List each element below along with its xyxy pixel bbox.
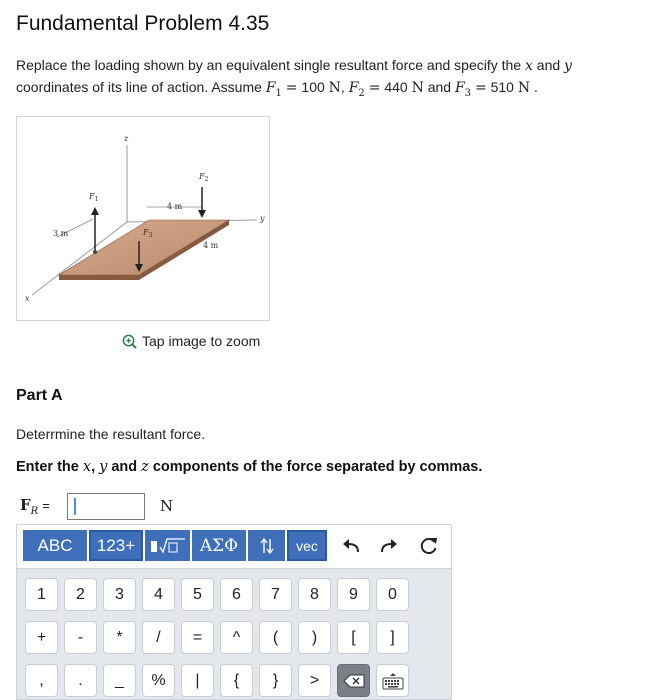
reset-button[interactable] — [417, 534, 441, 558]
tab-123[interactable]: 123+ — [89, 530, 143, 561]
up-down-arrows-icon — [259, 537, 275, 555]
key-9[interactable]: 9 — [337, 578, 370, 611]
key-percent[interactable]: % — [142, 664, 175, 697]
key-1[interactable]: 1 — [25, 578, 58, 611]
key-pipe[interactable]: | — [181, 664, 214, 697]
answer-label: $F_R$ = — [20, 496, 50, 517]
key-greater-than[interactable]: > — [298, 664, 331, 697]
f2-arrowhead — [198, 210, 206, 218]
backspace-icon — [343, 674, 365, 688]
undo-icon — [342, 538, 360, 554]
problem-statement — [16, 55, 636, 104]
tab-abc[interactable]: ABC — [23, 530, 87, 561]
text-caret — [74, 498, 76, 515]
key-divide[interactable]: / — [142, 621, 175, 654]
dim-4m-top: 4 m — [167, 202, 183, 211]
f1-arrowhead — [91, 207, 99, 215]
key-7[interactable]: 7 — [259, 578, 292, 611]
keyboard-icon — [382, 672, 404, 690]
redo-button[interactable] — [377, 534, 401, 558]
problem-figure[interactable] — [16, 116, 270, 321]
key-comma[interactable]: , — [25, 664, 58, 697]
tab-vec[interactable]: vec — [287, 530, 327, 561]
tab-greek[interactable]: AΣΦ — [192, 530, 246, 561]
math-keyboard — [16, 524, 452, 700]
f1-label: $F_1$ — [89, 192, 99, 203]
key-period[interactable]: . — [64, 664, 97, 697]
key-equals[interactable]: = — [181, 621, 214, 654]
templates-icon — [149, 536, 187, 556]
key-8[interactable]: 8 — [298, 578, 331, 611]
key-6[interactable]: 6 — [220, 578, 253, 611]
part-question: Deterrmine the resultant force. — [16, 426, 206, 442]
key-caret[interactable]: ^ — [220, 621, 253, 654]
key-open-brace[interactable]: { — [220, 664, 253, 697]
key-open-paren[interactable]: ( — [259, 621, 292, 654]
dim-4m-right: 4 m — [203, 241, 219, 250]
key-close-brace[interactable]: } — [259, 664, 292, 697]
key-multiply[interactable]: * — [103, 621, 136, 654]
key-0[interactable]: 0 — [376, 578, 409, 611]
dim-3m: 3 m — [53, 229, 69, 238]
tap-to-zoom[interactable] — [122, 333, 260, 349]
x-axis-label: x — [25, 294, 30, 303]
tab-templates[interactable] — [145, 530, 190, 561]
tab-arrows[interactable] — [248, 530, 285, 561]
part-instruction: Enter the x, y and z components of the force separated by commas. — [16, 459, 483, 475]
problem-line-1: Replace the loading shown by an equivalent single resultant force and specify the x and y — [16, 57, 572, 74]
key-underscore[interactable]: _ — [103, 664, 136, 697]
page-title: Fundamental Problem 4.35 — [16, 12, 270, 35]
key-close-paren[interactable]: ) — [298, 621, 331, 654]
key-2[interactable]: 2 — [64, 578, 97, 611]
key-minus[interactable]: - — [64, 621, 97, 654]
y-axis-label: y — [260, 214, 265, 223]
key-plus[interactable]: + — [25, 621, 58, 654]
reset-icon — [419, 536, 439, 556]
answer-input[interactable] — [67, 493, 145, 520]
f3-label: $F_3$ — [143, 228, 153, 239]
keyboard-toolbar — [17, 525, 451, 569]
keyboard-toggle-button[interactable] — [376, 664, 409, 697]
part-heading: Part A — [16, 387, 63, 404]
key-close-bracket[interactable]: ] — [376, 621, 409, 654]
zoom-label: Tap image to zoom — [142, 333, 261, 349]
key-5[interactable]: 5 — [181, 578, 214, 611]
z-axis-label: z — [124, 134, 129, 143]
zoom-in-icon — [122, 334, 137, 349]
key-3[interactable]: 3 — [103, 578, 136, 611]
key-open-bracket[interactable]: [ — [337, 621, 370, 654]
key-4[interactable]: 4 — [142, 578, 175, 611]
f2-label: $F_2$ — [199, 172, 209, 183]
answer-unit: N — [160, 497, 174, 515]
problem-line-2: coordinates of its line of action. Assume $F_1 = 100$ N, $F_2 = 440$ N and $F_3 = 510$ N . — [16, 79, 538, 99]
backspace-button[interactable] — [337, 664, 370, 697]
figure-drawing — [17, 117, 269, 320]
redo-icon — [380, 538, 398, 554]
undo-button[interactable] — [339, 534, 363, 558]
